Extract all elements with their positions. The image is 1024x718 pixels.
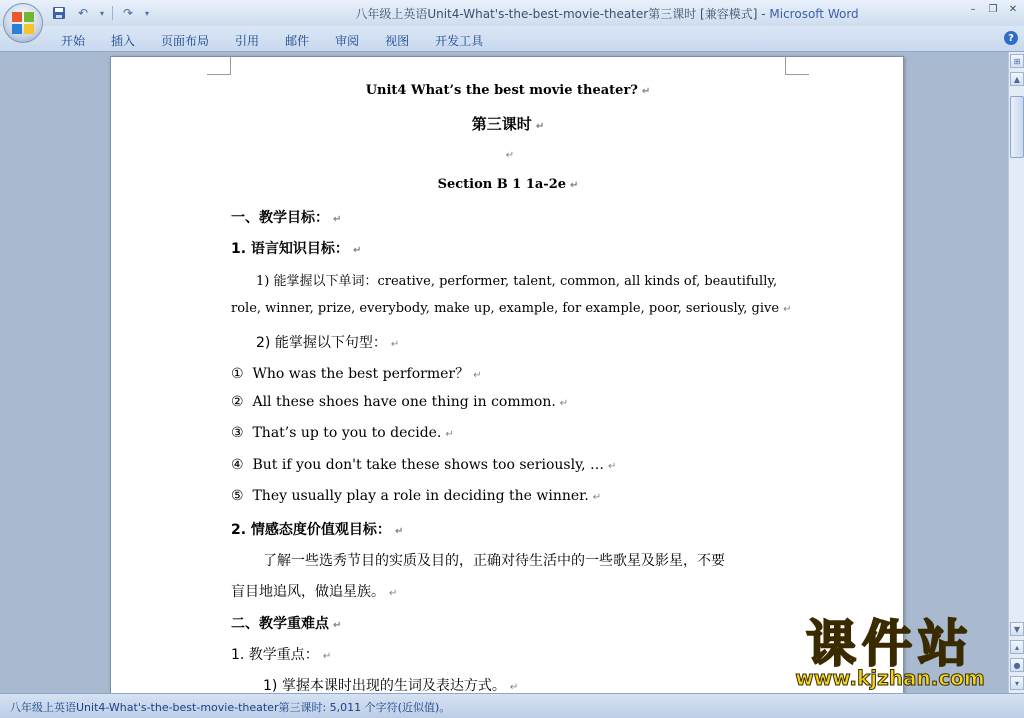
sentence-item: ⑤ They usually play a role in deciding the winner. ↵ — [231, 488, 602, 504]
title-bar — [0, 0, 1024, 26]
document-title: 八年级上英语Unit4-What's-the-best-movie-theater第三课时 [兼容模式] — [355, 7, 758, 21]
tab-developer[interactable]: 开发工具 — [435, 34, 484, 48]
restore-icon[interactable]: ❐ — [988, 3, 998, 15]
paragraph-mark: ↵ — [641, 86, 651, 97]
undo-icon[interactable]: ↶ — [77, 6, 89, 20]
key-point-1: 1) 掌握本课时出现的生词及表达方式。 ↵ — [263, 678, 519, 693]
sentence-number: ③ — [231, 425, 244, 441]
tab-home[interactable]: 开始 — [61, 34, 86, 48]
attitude-line-1: 了解一些选秀节目的实质及目的，正确对待生活中的一些歌星及影星，不要 — [263, 553, 725, 569]
document-workspace — [0, 52, 1008, 693]
sentence-number: ⑤ — [231, 488, 244, 504]
empty-paragraph: ↵ — [505, 150, 515, 161]
doc-section: Section B 1 1a-2e ↵ — [437, 177, 579, 192]
window-title — [0, 5, 1024, 22]
sentences-heading: 2) 能掌握以下句型： ↵ — [256, 335, 400, 351]
qat-dropdown-icon[interactable]: ▾ — [99, 8, 104, 18]
sentence-number: ① — [231, 366, 244, 382]
sentence-item: ④ But if you don't take these shows too seriously, … ↵ — [231, 457, 617, 473]
previous-page-icon[interactable]: ▴ — [1010, 640, 1024, 654]
scroll-up-icon[interactable]: ▲ — [1010, 72, 1024, 86]
vocab-line-1: 1) 能掌握以下单词：creative, performer, talent, common, all kinds of, beautifully, — [256, 274, 778, 289]
sentence-text: All these shoes have one thing in common. — [252, 394, 556, 410]
app-name: Microsoft Word — [769, 7, 859, 21]
key-points-heading: 1. 教学重点： ↵ — [231, 647, 332, 663]
tab-review[interactable]: 审阅 — [335, 34, 360, 48]
redo-icon[interactable]: ↷ — [122, 6, 134, 20]
sentence-number: ② — [231, 394, 244, 410]
next-page-icon[interactable]: ▾ — [1010, 676, 1024, 690]
sentence-item: ② All these shoes have one thing in common. ↵ — [231, 394, 569, 410]
ribbon — [0, 26, 1024, 52]
office-logo-icon — [12, 12, 34, 34]
sentence-text: They usually play a role in deciding the winner. — [252, 488, 589, 504]
sentence-text: But if you don't take these shows too seriously, … — [252, 457, 605, 473]
ribbon-tabs — [48, 30, 496, 50]
vocab-line-2: role, winner, prize, everybody, make up, example, for example, poor, seriously, give ↵ — [231, 301, 792, 316]
office-button[interactable] — [3, 3, 43, 43]
document-page[interactable] — [110, 56, 904, 693]
help-icon[interactable]: ? — [1004, 31, 1018, 45]
tab-insert[interactable]: 插入 — [111, 34, 136, 48]
watermark-logo — [770, 616, 1010, 692]
window-controls — [966, 2, 1020, 16]
tab-page-layout[interactable]: 页面布局 — [161, 34, 210, 48]
sentence-item: ① Who was the best performer？ ↵ — [231, 366, 482, 382]
sentence-text: Who was the best performer？ — [252, 366, 470, 382]
close-icon[interactable]: ✕ — [1008, 3, 1018, 15]
lang-goals-heading: 1. 语言知识目标： ↵ — [231, 241, 362, 257]
margin-corner-mark — [785, 57, 809, 75]
attitude-heading: 2. 情感态度价值观目标： ↵ — [231, 522, 404, 538]
doc-title: Unit4 What’s the best movie theater? ↵ — [365, 83, 651, 98]
customize-qat-icon[interactable]: ▾ — [144, 8, 149, 18]
status-text: 八年级上英语Unit4-What's-the-best-movie-theater第三课时: 5,011 个字符(近似值)。 — [10, 701, 451, 714]
minimize-icon[interactable]: – — [970, 3, 976, 15]
difficulty-heading: 二、教学重难点 ↵ — [231, 616, 342, 632]
goals-heading: 一、教学目标： ↵ — [231, 210, 342, 226]
watermark-cn: 课件站 — [806, 615, 974, 673]
tab-view[interactable]: 视图 — [385, 34, 410, 48]
scrollbar-thumb[interactable] — [1010, 96, 1024, 158]
sentence-text: That’s up to you to decide. — [252, 425, 442, 441]
vertical-scrollbar[interactable] — [1008, 52, 1024, 693]
scroll-down-icon[interactable]: ▼ — [1010, 622, 1024, 636]
select-browse-object-icon[interactable]: ● — [1010, 658, 1024, 672]
tab-mailings[interactable]: 邮件 — [285, 34, 310, 48]
ruler-toggle-icon[interactable]: ⊞ — [1010, 54, 1024, 68]
sentence-item: ③ That’s up to you to decide. ↵ — [231, 425, 454, 441]
watermark-url: www.kjzhan.com — [795, 666, 985, 690]
attitude-line-2: 盲目地追风，做追星族。 ↵ — [231, 584, 398, 600]
sentence-number: ④ — [231, 457, 244, 473]
doc-lesson: 第三课时 ↵ — [471, 115, 545, 133]
status-bar — [0, 693, 1024, 718]
margin-corner-mark — [207, 57, 231, 75]
title-separator: - — [761, 7, 766, 21]
tab-references[interactable]: 引用 — [235, 34, 260, 48]
